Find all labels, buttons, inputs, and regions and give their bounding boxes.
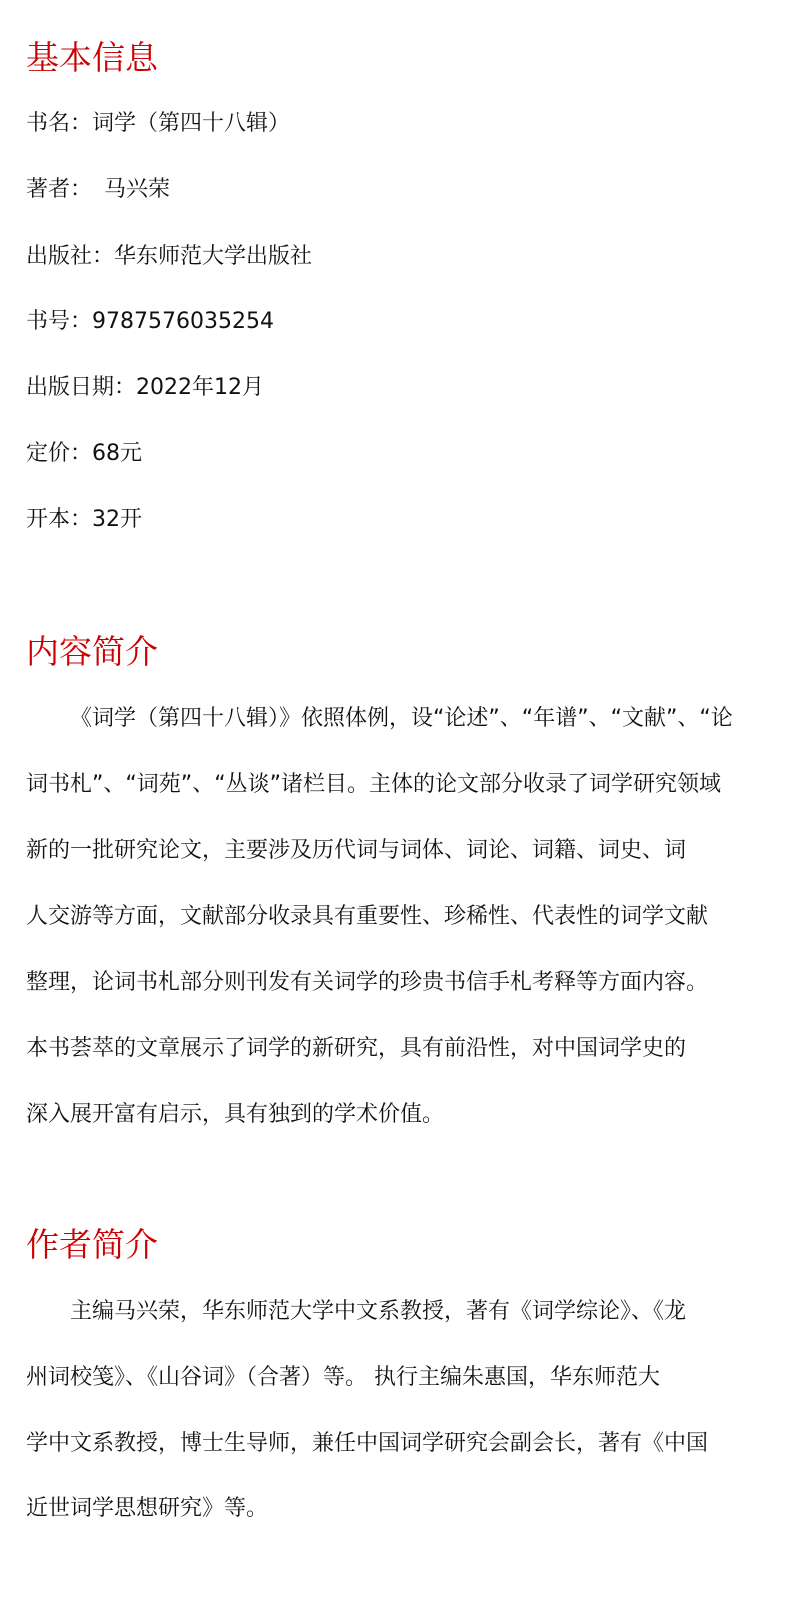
summary-line: 本书荟萃的文章展示了词学的新研究，具有前沿性，对中国词学史的 xyxy=(26,1036,687,1061)
format-label: 开本： xyxy=(26,507,93,532)
publisher-value: 华东师范大学出版社 xyxy=(114,244,313,269)
author-value: 马兴荣 xyxy=(104,177,171,202)
isbn-label: 书号： xyxy=(26,309,93,334)
pub-date-value: 2022年12月 xyxy=(136,375,264,400)
summary-line: 新的一批研究论文，主要涉及历代词与词体、词论、词籍、词史、词 xyxy=(26,838,687,863)
book-name-value: 词学（第四十八辑） xyxy=(92,111,291,136)
format-value: 32开 xyxy=(92,507,143,532)
format-row xyxy=(26,505,142,535)
summary-line: 深入展开富有启示，具有独到的学术价值。 xyxy=(26,1102,445,1127)
author-intro-line: 主编马兴荣，华东师范大学中文系教授，著有《词学综论》、《龙 xyxy=(70,1299,687,1324)
author-intro-heading: 作者简介 xyxy=(26,1225,158,1264)
pub-date-row xyxy=(26,373,264,403)
summary-line: 《词学（第四十八辑）》依照体例，设“论述”、“年谱”、“文献”、“论 xyxy=(70,706,733,731)
publisher-label: 出版社： xyxy=(26,244,115,269)
book-name-row xyxy=(26,109,290,139)
summary-line: 人交游等方面，文献部分收录具有重要性、珍稀性、代表性的词学文献 xyxy=(26,904,709,929)
summary-heading: 内容简介 xyxy=(26,632,158,671)
isbn-row xyxy=(26,307,274,337)
book-name-label: 书名： xyxy=(26,111,93,136)
price-row xyxy=(26,439,142,469)
author-intro-line: 学中文系教授，博士生导师，兼任中国词学研究会副会长，著有《中国 xyxy=(26,1431,709,1456)
publisher-row xyxy=(26,242,312,272)
basic-info-heading: 基本信息 xyxy=(26,38,158,77)
price-value: 68元 xyxy=(92,441,143,466)
author-row xyxy=(26,175,170,205)
price-label: 定价： xyxy=(26,441,93,466)
isbn-value: 9787576035254 xyxy=(92,309,274,334)
author-intro-line: 州词校笺》、《山谷词》（合著）等。 执行主编朱惠国，华东师范大 xyxy=(26,1365,660,1390)
summary-line: 整理，论词书札部分则刊发有关词学的珍贵书信手札考释等方面内容。 xyxy=(26,970,709,995)
author-intro-line: 近世词学思想研究》等。 xyxy=(26,1496,269,1521)
pub-date-label: 出版日期： xyxy=(26,375,137,400)
author-label: 著者： xyxy=(26,177,93,202)
summary-line: 词书札”、“词苑”、“丛谈”诸栏目。主体的论文部分收录了词学研究领域 xyxy=(26,772,721,797)
